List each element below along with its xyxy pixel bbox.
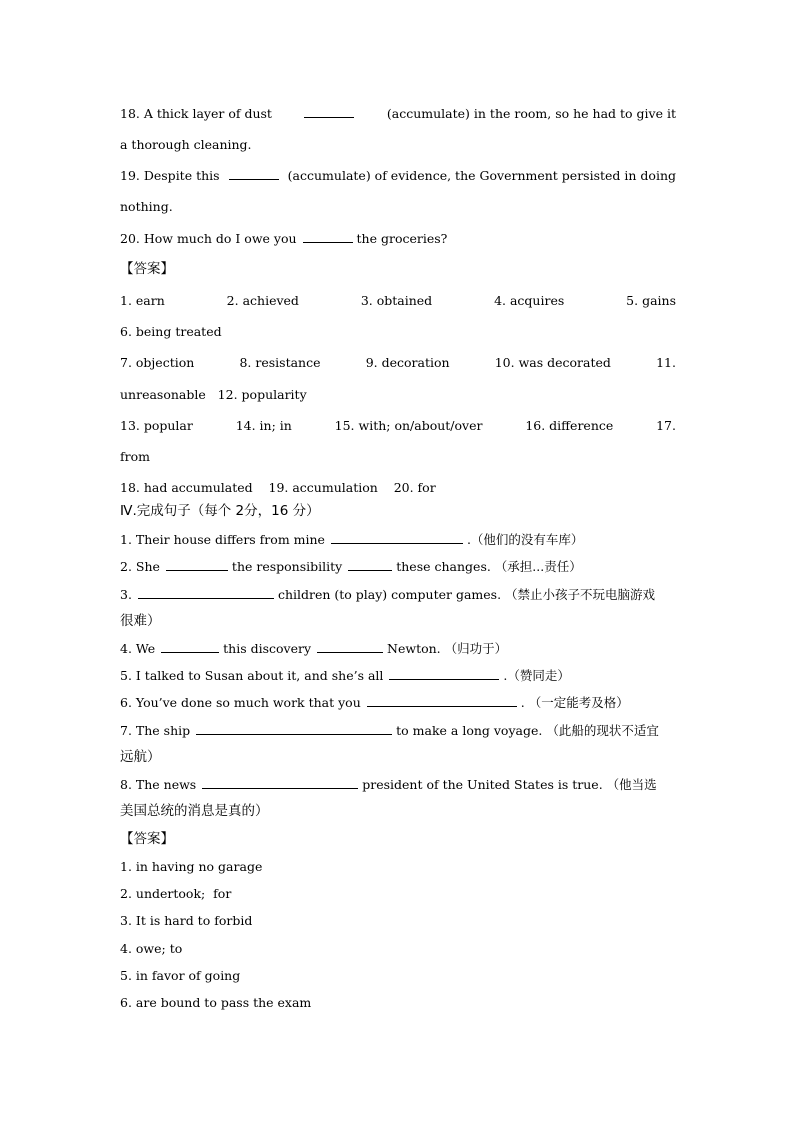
- sentence-1: [120, 532, 676, 548]
- answers-line-1: [120, 293, 676, 309]
- q20-blank: [303, 231, 353, 243]
- answer-item: 3. obtained: [360, 293, 433, 308]
- sentence-text: 6. You’ve done so much work that you: [120, 695, 361, 710]
- sentence-7-line2: 远航）: [120, 749, 161, 765]
- answer-item: 1. earn: [120, 293, 165, 308]
- answers-line-3: [120, 355, 676, 371]
- sentence-text: 8. The news: [120, 777, 197, 792]
- answer-blank: [317, 641, 383, 653]
- question-18-line2: a thorough cleaning.: [120, 137, 252, 152]
- answer-item: 7. objection: [120, 355, 195, 370]
- q20-text-end: the groceries?: [356, 231, 448, 246]
- answer-line: 2. undertook; for: [120, 886, 232, 901]
- answer-item: 2. achieved: [226, 293, 299, 308]
- answer-item: 15. with; on/about/over: [334, 418, 483, 433]
- answers-line-6: from: [120, 449, 150, 464]
- answer-item: 14. in; in: [235, 418, 292, 433]
- q19-blank: [229, 168, 279, 180]
- sentence-4: [120, 641, 676, 657]
- answers-line-5: [120, 418, 676, 434]
- sentence-text: these changes. （承担...责任）: [396, 559, 582, 574]
- q20-text-start: 20. How much do I owe you: [120, 231, 297, 246]
- sentence-3-line2: 很难）: [120, 613, 161, 629]
- answers-line-4: unreasonable 12. popularity: [120, 387, 307, 402]
- answer-item: 17.: [656, 418, 676, 433]
- answer-item: 8. resistance: [239, 355, 321, 370]
- answer-blank: [367, 695, 517, 707]
- sentence-text: president of the United States is true. （他当选: [362, 777, 657, 792]
- answers-line-2: 6. being treated: [120, 324, 222, 339]
- section-4-heading: Ⅳ.完成句子（每个 2分，16 分）: [120, 503, 320, 519]
- question-19-line1: [120, 168, 676, 184]
- sentence-5: [120, 668, 676, 684]
- q18-blank: [304, 106, 354, 118]
- answer-item: 4. acquires: [494, 293, 565, 308]
- answer-heading: 【答案】: [120, 831, 174, 847]
- sentence-text: 7. The ship: [120, 723, 191, 738]
- sentence-2: [120, 559, 676, 575]
- question-19-line2: nothing.: [120, 199, 173, 214]
- answer-blank: [331, 532, 463, 544]
- sentence-3-line1: [120, 587, 676, 603]
- answer-blank: [348, 559, 392, 571]
- sentence-text: .（赞同走）: [503, 668, 570, 683]
- answer-line: 5. in favor of going: [120, 968, 241, 983]
- answer-blank: [138, 587, 274, 599]
- sentence-text: 2. She: [120, 559, 160, 574]
- answer-item: 11.: [656, 355, 676, 370]
- sentence-text: this discovery: [223, 641, 312, 656]
- answer-blank: [166, 559, 228, 571]
- answer-item: 9. decoration: [365, 355, 450, 370]
- sentence-text: 5. I talked to Susan about it, and she’s all: [120, 668, 384, 683]
- sentence-text: .（他们的没有车库）: [466, 532, 584, 547]
- sentence-7-line1: [120, 723, 676, 739]
- q19-text-end: (accumulate) of evidence, the Government persisted in doing: [287, 168, 676, 183]
- q18-text-start: 18. A thick layer of dust: [120, 106, 272, 121]
- sentence-text: Newton. （归功于）: [387, 641, 508, 656]
- sentence-8-line1: [120, 777, 676, 793]
- answer-blank: [196, 723, 392, 735]
- sentence-6: [120, 695, 676, 711]
- sentence-text: . （一定能考及格）: [520, 695, 629, 710]
- answer-heading: 【答案】: [120, 261, 174, 277]
- answer-blank: [389, 668, 499, 680]
- question-18-line1: [120, 106, 676, 122]
- q19-text-start: 19. Despite this: [120, 168, 220, 183]
- sentence-text: the responsibility: [231, 559, 343, 574]
- sentence-text: 4. We: [120, 641, 156, 656]
- q18-text-end: (accumulate) in the room, so he had to give it: [386, 106, 676, 121]
- sentence-text: children (to play) computer games. （禁止小孩子不玩电脑游戏: [277, 587, 656, 602]
- sentence-text: to make a long voyage. （此船的现状不适宜: [396, 723, 659, 738]
- sentence-text: 3.: [120, 587, 132, 602]
- answer-line: 4. owe; to: [120, 941, 183, 956]
- question-20: [120, 231, 676, 247]
- sentence-text: 1. Their house differs from mine: [120, 532, 325, 547]
- answer-blank: [202, 777, 358, 789]
- answer-item: 5. gains: [626, 293, 676, 308]
- answer-item: 16. difference: [525, 418, 614, 433]
- answer-item: 10. was decorated: [494, 355, 611, 370]
- answer-line: 1. in having no garage: [120, 859, 263, 874]
- answer-line: 3. It is hard to forbid: [120, 913, 253, 928]
- sentence-8-line2: 美国总统的消息是真的）: [120, 803, 269, 819]
- answer-blank: [161, 641, 219, 653]
- answer-item: 13. popular: [120, 418, 193, 433]
- answer-line: 6. are bound to pass the exam: [120, 995, 312, 1010]
- answers-line-7: 18. had accumulated 19. accumulation 20. for: [120, 480, 436, 495]
